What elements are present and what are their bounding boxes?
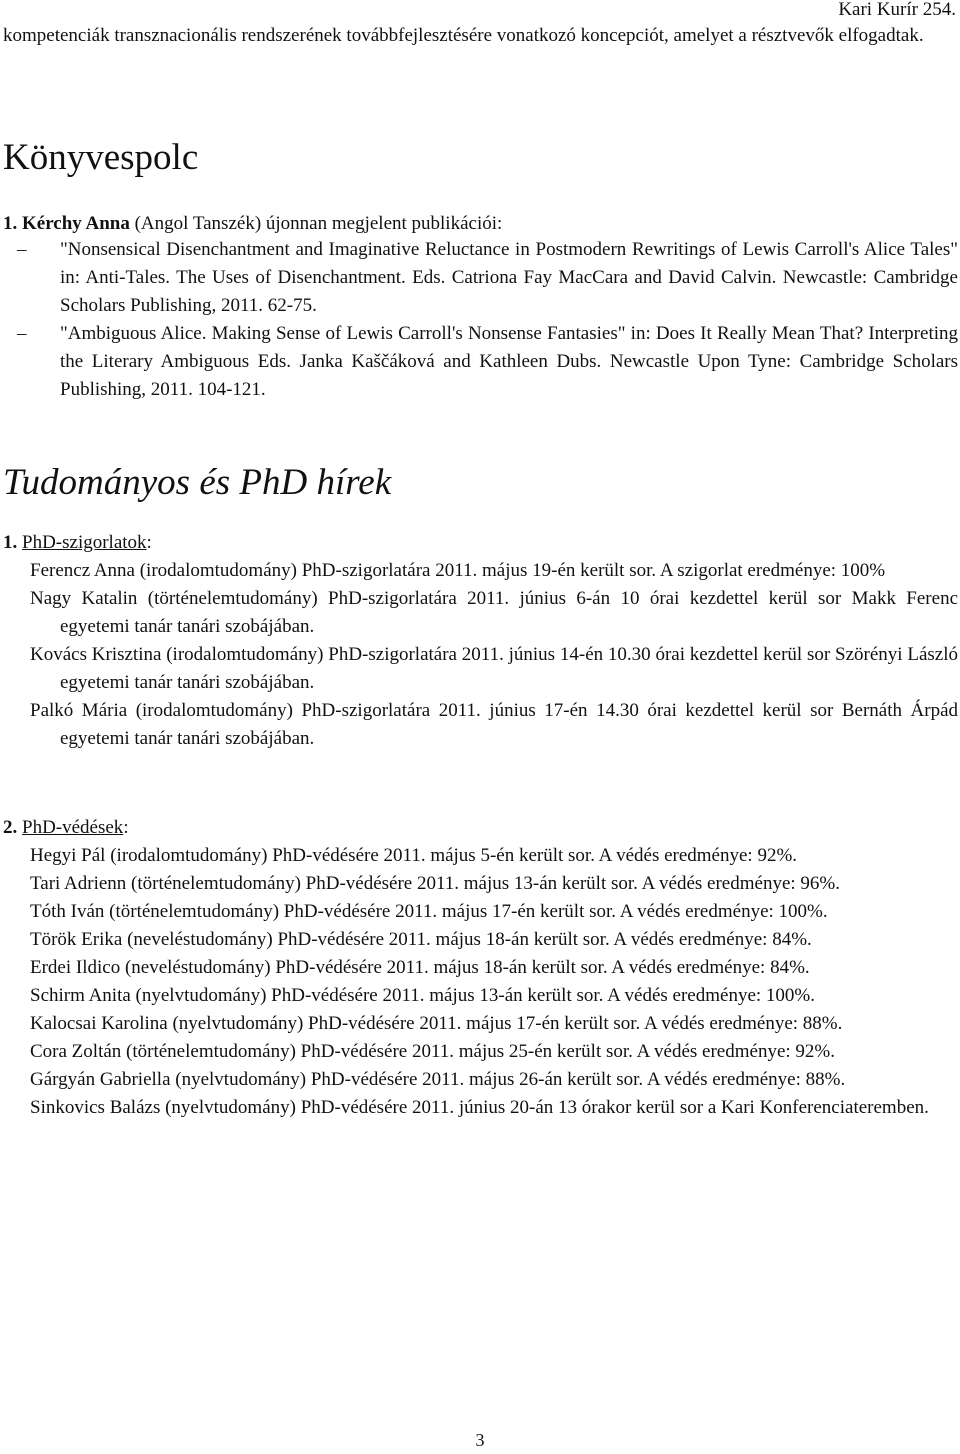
running-head: Kari Kurír 254. (838, 0, 956, 20)
defense-list (3, 842, 958, 1122)
publication-item (3, 320, 958, 404)
defenses-label: PhD-védések (22, 817, 124, 838)
exam-entry: Nagy Katalin (történelemtudomány) PhD-szigorlatára 2011. június 6-án 10 órai kezdettel kerül sor Makk Ferenc egyetemi tanár tanári szobájában. (30, 588, 958, 637)
defense-entry: Hegyi Pál (irodalomtudomány) PhD-védésére 2011. május 5-én került sor. A védés eredménye: 92%. (30, 845, 798, 866)
page-number: 3 (475, 1430, 485, 1450)
defense-entry: Gárgyán Gabriella (nyelvtudomány) PhD-védésére 2011. május 26-án került sor. A védés eredménye: 88%. (30, 1069, 846, 1090)
publication-item (3, 236, 958, 320)
intro-paragraph: kompetenciák transznacionális rendszerének továbbfejlesztésére vonatkozó koncepciót, amelyet a résztvevők elfogadtak. (3, 25, 924, 46)
publication-list (3, 236, 958, 404)
defenses-heading (3, 814, 958, 842)
lead-rest: újonnan megjelent publikációi: (265, 213, 503, 234)
exams-heading (3, 529, 958, 557)
section-title-bookshelf: Könyvespolc (3, 137, 199, 178)
exam-list (3, 557, 958, 753)
exams-label: PhD-szigorlatok (22, 532, 147, 553)
exams-number: 1. (3, 532, 18, 553)
dash-bullet: – (17, 239, 27, 260)
publication-text: "Ambiguous Alice. Making Sense of Lewis Carroll's Nonsense Fantasies" in: Does It Really Mean That? Interpreting the Literary Ambiguous Eds. Janka Kaščáková and Kathleen Dubs. Newcastle Upon Tyne: Cambridge Scholars Publishing, 2011. 104-121. (60, 323, 958, 400)
lead-department: (Angol Tanszék) (134, 213, 262, 234)
defense-entry: Kalocsai Karolina (nyelvtudomány) PhD-védésére 2011. május 17-én került sor. A védés eredménye: 88%. (30, 1013, 843, 1034)
lead-author: Kérchy Anna (22, 213, 130, 234)
exam-entry: Kovács Krisztina (irodalomtudomány) PhD-szigorlatára 2011. június 14-én 10.30 órai kezdettel kerül sor Szörényi László egyetemi tanár tanári szobájában. (30, 644, 958, 693)
defense-entry: Tóth Iván (történelemtudomány) PhD-védésére 2011. május 17-én került sor. A védés eredménye: 100%. (30, 901, 828, 922)
section-title-news: Tudományos és PhD hírek (3, 462, 392, 503)
exam-entry: Ferencz Anna (irodalomtudomány) PhD-szigorlatára 2011. május 19-én került sor. A szigorlat eredménye: 100% (30, 560, 886, 581)
publication-text: "Nonsensical Disenchantment and Imaginative Reluctance in Postmodern Rewritings of Lewis Carroll's Alice Tales" in: Anti-Tales. The Uses of Disenchantment. Eds. Catriona Fay MacCara and David Calvin. Newcastle: Cambridge Scholars Publishing, 2011. 62-75. (60, 239, 958, 316)
defense-entry: Erdei Ildico (neveléstudomány) PhD-védésére 2011. május 18-án került sor. A védés eredménye: 84%. (30, 957, 810, 978)
defense-entry: Tari Adrienn (történelemtudomány) PhD-védésére 2011. május 13-án került sor. A védés eredménye: 96%. (30, 873, 840, 894)
defenses-number: 2. (3, 817, 18, 838)
exam-entry: Palkó Mária (irodalomtudomány) PhD-szigorlatára 2011. június 17-én 14.30 órai kezdettel kerül sor Bernáth Árpád egyetemi tanár tanári szobájában. (30, 700, 958, 749)
lead-number: 1. (3, 213, 18, 234)
defense-entry: Schirm Anita (nyelvtudomány) PhD-védésére 2011. május 13-án került sor. A védés eredménye: 100%. (30, 985, 815, 1006)
defense-entry: Török Erika (neveléstudomány) PhD-védésére 2011. május 18-án került sor. A védés eredménye: 84%. (30, 929, 812, 950)
bookshelf-lead (3, 210, 958, 238)
defense-entry: Cora Zoltán (történelemtudomány) PhD-védésére 2011. május 25-én került sor. A védés eredménye: 92%. (30, 1041, 835, 1062)
dash-bullet: – (17, 323, 27, 344)
defenses-colon: : (123, 817, 129, 838)
defense-entry: Sinkovics Balázs (nyelvtudomány) PhD-védésére 2011. június 20-án 13 órakor kerül sor a Kari Konferenciateremben. (30, 1097, 929, 1118)
exams-colon: : (146, 532, 152, 553)
